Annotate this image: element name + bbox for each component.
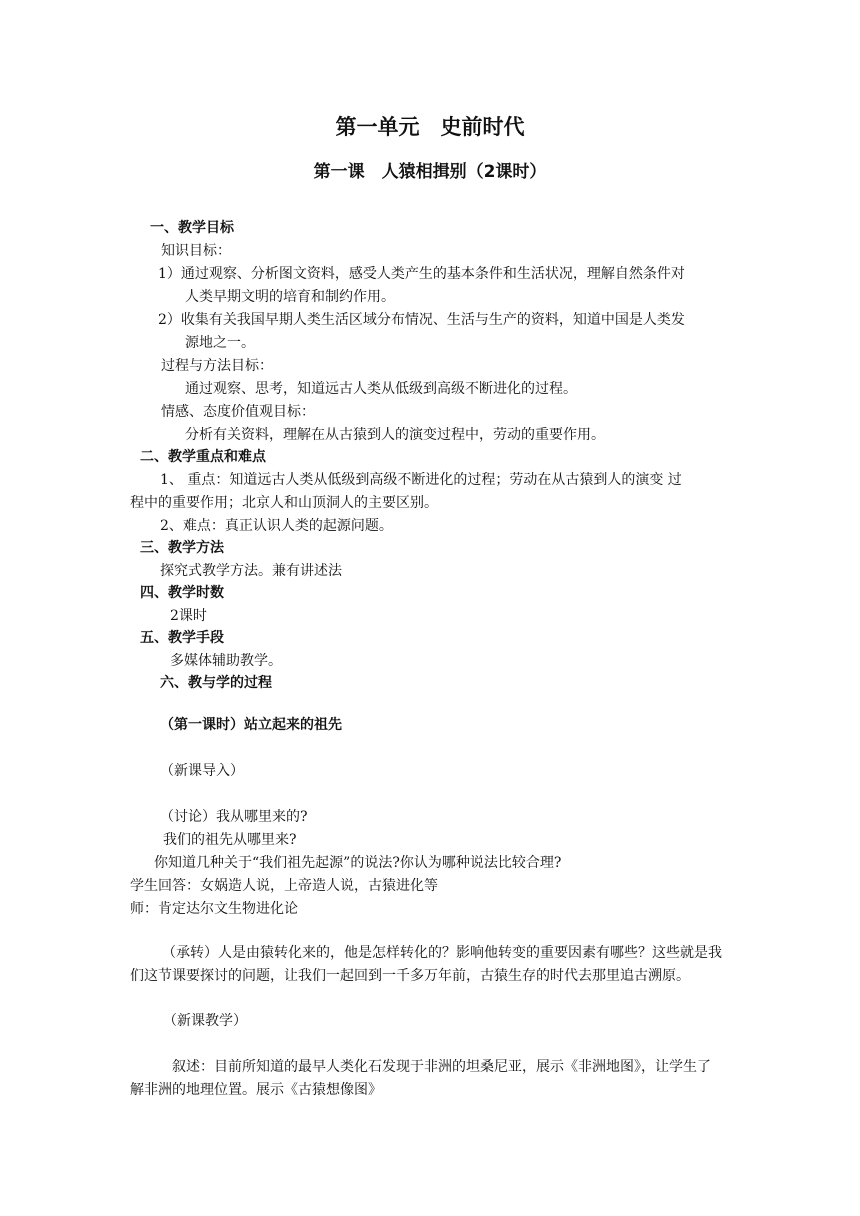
emotion-label: 情感、态度价值观目标： bbox=[161, 404, 315, 420]
knowledge-item-1-line-2: 人类早期文明的培育和制约作用。 bbox=[185, 289, 395, 305]
discussion-question-1: （讨论）我从哪里来的? bbox=[160, 809, 308, 825]
student-answer: 学生回答：女娲造人说，上帝造人说，古猿进化等 bbox=[130, 878, 438, 894]
methods-text: 探究式教学方法。兼有讲述法 bbox=[160, 563, 342, 579]
discussion-question-2: 我们的祖先从哪里来? bbox=[163, 832, 297, 848]
key-point-2: 2、难点：真正认识人类的起源问题。 bbox=[160, 518, 393, 534]
process-label: 过程与方法目标： bbox=[161, 358, 273, 374]
unit-title: 第一单元 史前时代 bbox=[335, 115, 525, 139]
emotion-text: 分析有关资料，理解在从古猿到人的演变过程中，劳动的重要作用。 bbox=[185, 427, 605, 443]
lesson-1-title: （第一课时）站立起来的祖先 bbox=[160, 717, 342, 733]
teacher-remark: 师：肯定达尔文生物进化论 bbox=[130, 901, 298, 917]
knowledge-label: 知识目标： bbox=[161, 243, 231, 259]
new-lesson-label: （新课教学） bbox=[163, 1013, 247, 1029]
key-point-1-line-1: 1、 重点：知道远古人类从低级到高级不断进化的过程；劳动在从古猿到人的演变 过 bbox=[160, 472, 682, 488]
methods-heading: 三、教学方法 bbox=[140, 540, 224, 556]
process-text: 通过观察、思考，知道远古人类从低级到高级不断进化的过程。 bbox=[185, 381, 577, 397]
knowledge-item-2-line-2: 源地之一。 bbox=[185, 335, 255, 351]
intro-label: （新课导入） bbox=[160, 763, 244, 779]
narration-paragraph: 叙述：目前所知道的最早人类化石发现于非洲的坦桑尼亚，展示《非洲地图》，让学生了解非洲的地理位置。展示《古猿想像图》 bbox=[130, 1059, 711, 1098]
key-point-1-line-2: 程中的重要作用；北京人和山顶洞人的主要区别。 bbox=[130, 495, 438, 511]
knowledge-item-1-line-1: 1）通过观察、分析图文资料，感受人类产生的基本条件和生活状况，理解自然条件对 bbox=[158, 266, 685, 282]
hours-text: 2课时 bbox=[170, 608, 207, 624]
hours-heading: 四、教学时数 bbox=[140, 585, 224, 601]
means-text: 多媒体辅助教学。 bbox=[170, 653, 282, 669]
discussion-question-3: 你知道几种关于“我们祖先起源”的说法?你认为哪种说法比较合理? bbox=[154, 855, 562, 871]
key-points-heading: 二、教学重点和难点 bbox=[140, 449, 266, 465]
transition-paragraph: （承转）人是由猿转化来的，他是怎样转化的？影响他转变的重要因素有哪些？这些就是我们这节课要探讨的问题，让我们一起回到一千多万年前，古猿生存的时代去那里追古溯原。 bbox=[130, 945, 722, 984]
lesson-title: 第一课 人猿相揖别（2课时） bbox=[313, 162, 547, 182]
process-heading: 六、教与学的过程 bbox=[160, 675, 272, 691]
objectives-heading: 一、教学目标 bbox=[150, 220, 234, 236]
knowledge-item-2-line-1: 2）收集有关我国早期人类生活区域分布情况、生活与生产的资料，知道中国是人类发 bbox=[158, 312, 685, 328]
means-heading: 五、教学手段 bbox=[140, 630, 224, 646]
